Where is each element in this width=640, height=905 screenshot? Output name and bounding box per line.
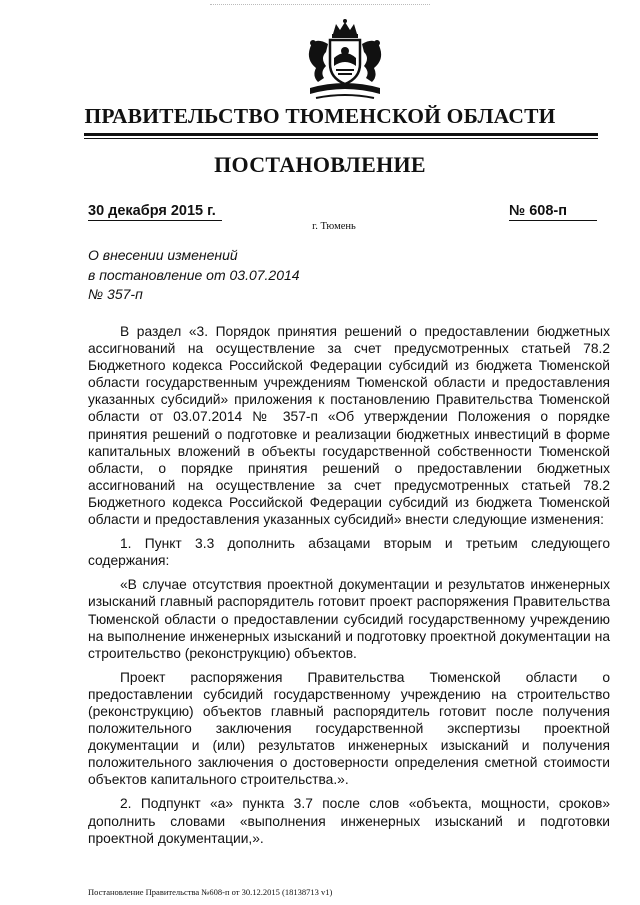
subject-line: № 357-п xyxy=(88,286,143,302)
subject-line: в постановление от 03.07.2014 xyxy=(88,266,300,283)
body-paragraph: 1. Пункт 3.3 дополнить абзацами вторым и третьим следующего содержания: xyxy=(88,536,610,569)
body-paragraph: В раздел «3. Порядок принятия решений о предоставлении бюджетных ассигнований на осуществление за счет предусмотренных статьей 78.2 Бюджетного кодекса Российской Федерации субсидий из бюджета Тюменской области государственным учреждениям Тюменской области и предоставления указанных субсидий» приложения к постановлению Правительства Тюменской области от 03.07.2014 № 357-п «Об утверждении Положения о порядке принятия решений о подготовке и реализации бюджетных инвестиций в форме капитальных вложений в объекты государственной собственности Тюменской области, о порядке принятия решений о предоставлении бюджетных ассигнований на осуществление за счет предусмотренных статьей 78.2 Бюджетного кодекса Российской Федерации субсидий из бюджета Тюменской области и предоставления указанных субсидий» внести следующие изменения: xyxy=(88,324,610,528)
government-name: ПРАВИТЕЛЬСТВО ТЮМЕНСКОЙ ОБЛАСТИ xyxy=(84,104,556,128)
document-footer: Постановление Правительства №608-п от 30.12.2015 (18138713 v1) xyxy=(88,887,333,897)
document-body xyxy=(88,323,610,847)
document-city: г. Тюмень xyxy=(312,221,356,232)
document-number: № 608-п xyxy=(509,203,597,221)
subject-line: О внесении изменений xyxy=(88,247,238,263)
header-rule-thick xyxy=(84,133,598,136)
document-type: ПОСТАНОВЛЕНИЕ xyxy=(214,152,426,177)
document-date: 30 декабря 2015 г. xyxy=(88,203,222,221)
document-subject xyxy=(88,246,300,305)
body-paragraph: 2. Подпункт «а» пункта 3.7 после слов «объекта, мощности, сроков» дополнить словами «выполнения инженерных изысканий и подготовки проектной документации,». xyxy=(88,796,610,846)
scan-artifact xyxy=(210,4,430,6)
body-paragraph: Проект распоряжения Правительства Тюменской области о предоставлении субсидий государственному учреждению на строительство (реконструкцию) объектов главный распорядитель готовит после получения положительного заключения государственной экспертизы проектной документации и (или) результатов инженерных изысканий и получения положительного заключения о достоверности определения сметной стоимости объектов капитального строительства.». xyxy=(88,669,610,788)
header-rule-thin xyxy=(84,138,598,139)
body-paragraph: «В случае отсутствия проектной документации и результатов инженерных изысканий главный распорядитель готовит проект распоряжения Правительства Тюменской области о предоставлении субсидий государственному учреждению на выполнение инженерных изысканий и подготовку проектной документации на строительство (реконструкцию) объектов. xyxy=(88,577,610,661)
coat-of-arms-icon xyxy=(296,18,394,106)
